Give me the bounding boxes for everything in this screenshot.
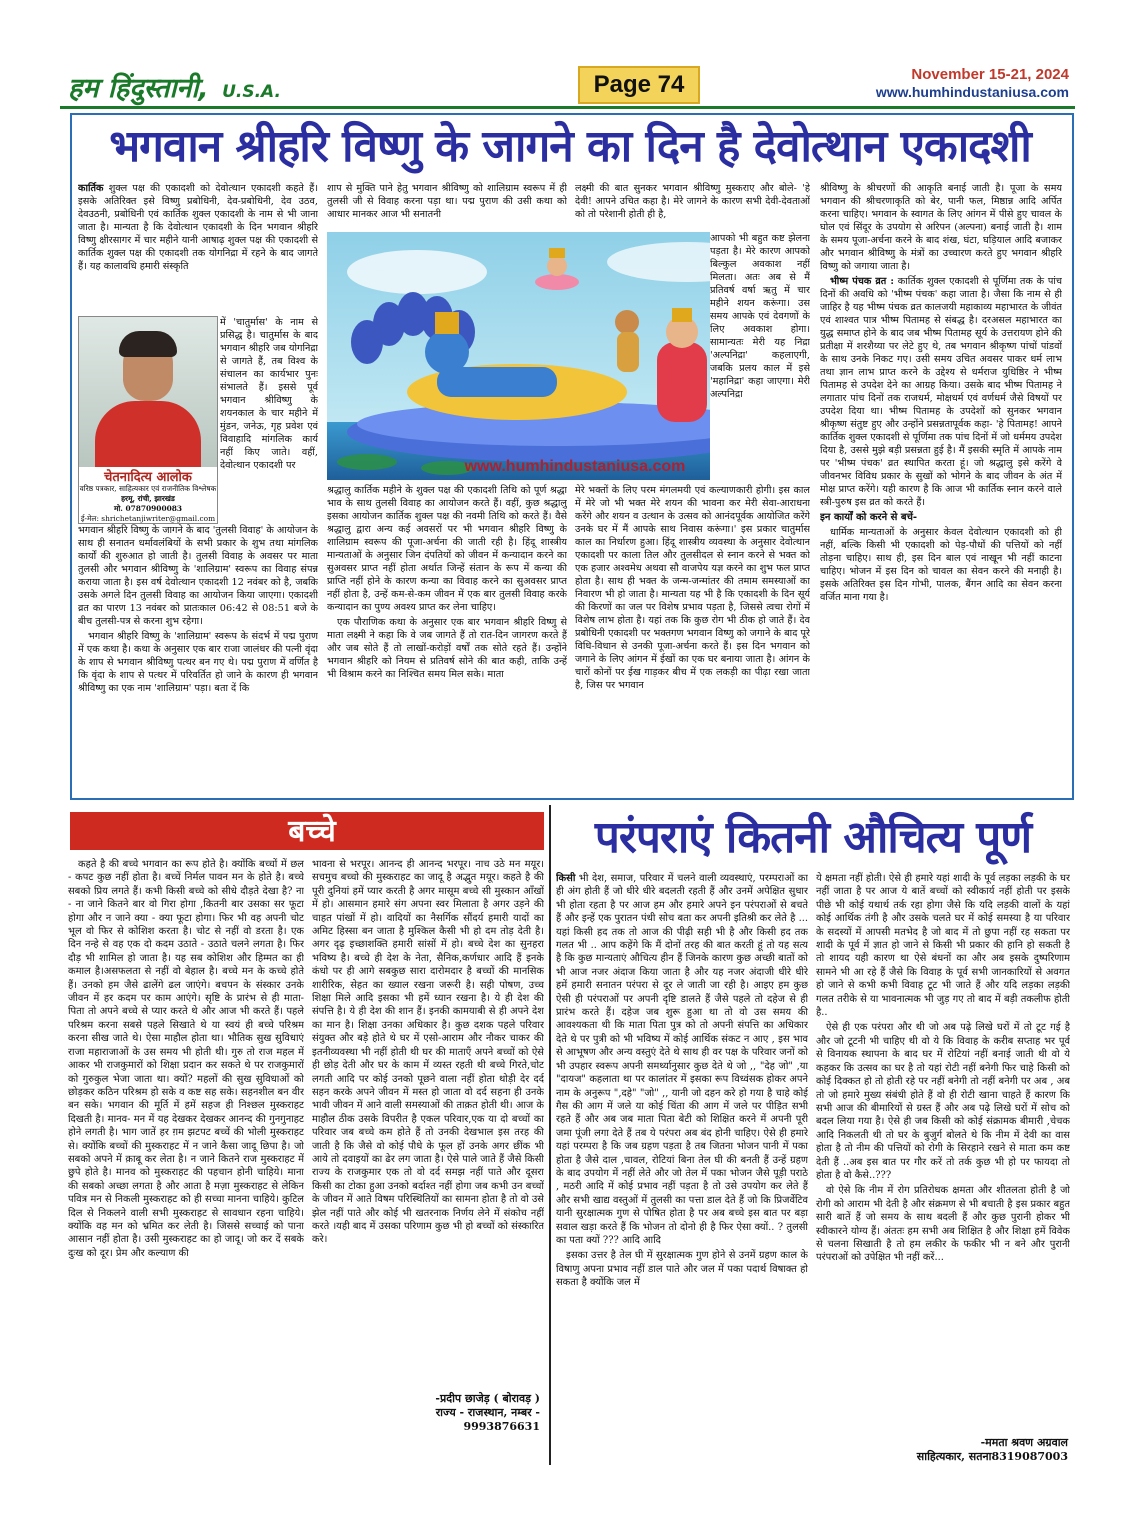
paragraph: भावना से भरपूर। आनन्द ही आनन्द भरपूर। नाच उठे मन मयूर। सचमुच बच्चो की मुस्कराहट का जादू है अद्भुत मयूर। कहते है की पूरी दुनियां हमें प्यार करती है अगर मासूम बच्चे सी मुस्कान आँखों में हो। आसमान हमारे संग अपना स्वर मिलाता है अगर उड़ने की चाहत पांखों में हो। वादियों का नैसर्गिक सौंदर्य हमारी यादों का अमिट हिस्सा बन जाता है मुश्किल कैसी भी हो दम तोड़ देती है। अगर दृढ़ इच्छाशक्ति हमारी सांसों में हो। बच्चे देश का सुनहरा भविष्य है। बच्चे ही देश के नेता, सैनिक,कर्णधार आदि हैं इनके कंधो पर ही आगे सबकुछ सारा दारोमदार है बच्चों की मानसिक शारीरिक, सेहत का ख्याल रखना जरूरी है। सही पोषण, उच्च शिक्षा मिले आदि इसका भी हमें ध्यान रखना है। ये ही देश की संपत्ति है। ये ही देश की शान हैं। इनकी कामयाबी से ही अपने देश का मान है। शिक्षा उनका अधिकार है। कुछ दशक पहले परिवार संयुक्त और बड़े होते थे घर में एसो-आराम और नौकर चाकर की इतनीव्यवस्था भी नहीं होती थी घर की माताएँ अपने बच्चों को ऐसे ही छोड़ देती और घर के काम में व्यस्त रहती थी बच्चे गिरते,चोट लगती आदि पर कोई उनको पूछने वाला नहीं होता थोड़ी देर दर्द सहन करके अपने जीवन में मस्त हो जाता वो दर्द सहना ही उनके भावी जीवन में आने वाली समस्याओं की ताक़त होती थी। आज के माहौल ठीक उसके विपरीत है एकल परिवार,एक या दो बच्चों का परिवार जब बच्चे कम होते हैं तो उनकी देखभाल इस तरह की जाती है कि जैसे वो कोई पौधे के फूल हों उनके अगर छींक भी आये तो दवाइयों का ढेर लग जाता है। ऐसे पाले जाते हैं जैसे किसी राज्य के राजकुमार एक तो वो दर्द समझ नहीं पाते और दूसरा किसी का टोका हुआ उनको बर्दाश्त नहीं होगा जब कभी उन बच्चों के जीवन में आते विषम परिस्थितियों का सामना होता है तो वो उसे झेल नहीं पाते और कोई भी खतरनाक निर्णय लेने में संकोच नहीं करते ।यही बाद में उसका परिणाम कुछ भी हो बच्चों को संस्कारित करे। [312, 859, 544, 1246]
paragraph: ऐसे ही एक परंपरा और थी जो अब पढ़े लिखे घरों में तो टूट गई है और जो टूटनी भी चाहिए थी वो ये कि विवाह के करीब सप्ताह भर पूर्व से विनायक स्थापना के बाद घर में रोटियां नहीं बनाई जाती थी वो ये कहकर कि उत्सव का घर है तो यहां रोटी नहीं बनेगी फिर चाहे किसी को कोई दिक्कत हो तो होती रहे पर नहीं बनेगी तो नहीं बनेगी पर अब , अब तो जो हमारे मुख्य संबंधी होते हैं वो ही रोटी खाना चाहते हैं कारण कि सभी आज की बीमारियों से ग्रस्त हैं और अब पढ़े लिखे घरों में सोच को बदल लिया गया है। ऐसे ही जब किसी को कोई संक्रामक बीमारी ,चेचक आदि निकलती थी तो घर के बुजुर्ग बोलते थे कि नीम में देवी का वास होता है तो नीम की पत्तियों को रोगी के सिरहाने रखने से माता कम कष्ट देती हैं ..अब इस बात पर गौर करें तो तर्क कुछ भी हो पर फायदा तो होता है वो कैसे..??? [816, 1022, 1070, 1181]
author-mobile: मो. 07870900083 [113, 504, 183, 513]
subheading-bhishma: भीष्म पंचक व्रत : [830, 276, 894, 287]
author-role: वरिष्ठ पत्रकार, साहित्यकार एवं राजनीतिक विश्लेषक [79, 484, 217, 493]
author-info [79, 484, 217, 524]
paragraph: कहते है की बच्चे भगवान का रूप होते है। क्योंकि बच्चों में छल - कपट कुछ नहीं होता है। बच्चें निर्मल पावन मन के होते है। बच्चे सबको प्रिय लगते हैं। कभी किसी बच्चे को सीधे दौड़ते देखा है? ना - ना जाने कितने बार वो गिरा होगा ,कितनी बार उसका सर फूटा होगा और न जाने क्या - क्या फूटा होगा। फिर भी वह अपनी चोट भूल वो फिर से कोशिश करता है। चोट से नहीं वो डरता है। एक दिन नन्हे से वह एक दो कदम उठाते - उठाते चलने लगता है। फिर दौड़ भी शामिल हो जाता है। यह सब कोशिश और हिम्मत का ही कमाल है।असफलता से नहीं वो बेहाल है। बच्चे मन के कच्चे होते हैं। उनको हम जैसे ढालेंगे ढल जाएंगे। बचपन के संस्कार उनके जीवन में हर कदम पर काम आएंगे। सृष्टि के प्रारंभ से ही माता- पिता तो अपने बच्चे से प्यार करते थे और आज भी करते हैं। पहले परिश्रम करना सबसे पहले सिखाते थे या स्वयं ही बच्चे परिश्रम करना सीख जाते थे। ऐसा माहौल होता था। भौतिक सुख सुविधाएं राजा महाराजाओं के उस समय भी होती थी। गुरु तो राज महल में आकर भी राजकुमारों को शिक्षा प्रदान कर सकते थे पर राजकुमारों को गुरुकुल भेजा जाता था। क्यों? महलों की सुख सुविधाओं को छोड़कर कठिन परिश्रम हो सके व कष्ट सह सके। सहनशील बन वीर बन सके। भगवान की मूर्ति में हमें सहज ही निश्छल मुस्कराहट दिखती है। मानव- मन में यह देखकर देखकर आनन्द की गुनगुनाहट होने लगती है। भाग जातें हर ग़म झटपट बच्चें की भोली मुस्कराहट से। क्योंकि बच्चों की मुस्कराहट में न जाने कैसा जादू छिपा है। जो सबको अपने में क़ाबू कर लेता है। न जाने कितने राज मुस्कराहट में छुपे होते है। मानव को मुस्कराहट की पहचान होनी चाहिये। माना की सबको अच्छा लगता है और आता है मज़ा मुस्कराहट से लेकिन पवित्र मन से निकली मुस्कराहट को ही सच्चा मानना चाहिये। कुटिल दिल से निकलने वाली सभी मुस्कराहट से सावधान रहना चाहिये। क्योंकि वह मन को भ्रमित कर लेती है। जिससे सच्चाई को पाना आसान नहीं होता है। उसी मुस्कराहट का हो जादू। जो कर दें सबके दुःख को दूर। प्रेम और कल्याण की [68, 859, 304, 1259]
paragraph: में 'चातुर्मास' के नाम से प्रसिद्ध है। चातुर्मास के बाद भगवान श्रीहरि जब योगनिद्रा से जागते हैं, तब विश्व के संचालन का कार्यभार पुनः संभालते हैं। इससे पूर्व भगवान श्रीविष्णु के शयनकाल के चार महीने में मुंडन, जनेऊ, गृह प्रवेश एवं विवाहादि मांगलिक कार्य नहीं किए जाते। वहीं, देवोत्थान एकादशी पर [220, 317, 318, 471]
paragraph: ये क्षमता नहीं होती। ऐसे ही हमारे यहां शादी के पूर्व लड़का लड़की के घर नहीं जाता है पर आज ये बातें बच्चों को स्वीकार्य नहीं होती पर इसके पीछे भी कोई यथार्थ तर्क रहा होगा जैसे कि यदि लड़की वालों के यहां कोई आर्थिक तंगी है और उसके चलते घर में कोई समस्या है या परिवार के सदस्यों में आपसी मतभेद है जो बाद में तो छुपा नहीं रह सकता पर शादी के पूर्व में ज्ञात हो जाने से किसी भी प्रकार की हानि हो सकती है तो शायद यही कारण था ऐसे बंधनों का और अब इसके दुष्परिणाम सामने भी आ रहे हैं जैसे कि विवाह के पूर्व सभी जानकारियों से अवगत हो जाने से कभी कभी विवाह टूट भी जाते हैं और यदि लड़का लड़की गलत तरीके से या भावनात्मक भी जुड़ गए तो बाद में बड़ी तकलीफ होती है.. [816, 873, 1070, 1019]
website-link[interactable]: www.humhindustaniusa.com [875, 84, 1069, 100]
column-divider [549, 805, 551, 1465]
image-watermark: www.humhindustaniusa.com [464, 458, 686, 475]
paragraph: श्रद्धालु कार्तिक महीने के शुक्ल पक्ष की एकादशी तिथि को पूर्ण श्रद्धा भाव के साथ तुलसी विवाह का आयोजन करते हैं। वहीं, कुछ श्रद्धालु इसका आयोजन कार्तिक शुक्ल पक्ष की नवमी तिथि को करते हैं। वैसे श्रद्धालु द्वारा अन्य कई अवसरों पर भी भगवान श्रीहरि विष्णु के शालिग्राम स्वरूप की पूजा-अर्चना की जाती रही है। हिंदू शास्त्रीय मान्यताओं के अनुसार जिन दंपतियों को जीवन में कन्यादान करने का सुअवसर प्राप्त नहीं होता अर्थात जिन्हें संतान के रूप में कन्या की प्राप्ति नहीं होने के कारण कन्या का विवाह करने का सुअवसर प्राप्त नहीं होता है, उन्हें कम-से-कम जीवन में एक बार तुलसी विवाह करके कन्यादान का पुण्य अवश्य प्राप्त कर लेना चाहिए। [327, 485, 567, 613]
author-name: -ममता श्रवण अग्रवाल [980, 1436, 1068, 1449]
article3-col2 [816, 872, 1070, 1432]
paragraph: लक्ष्मी की बात सुनकर भगवान श्रीविष्णु मुस्कराए और बोले- 'हे देवी! आपने उचित कहा है। मेरे जागने के कारण सभी देवी-देवताओं को तो परेशानी होती ही है, [575, 183, 810, 220]
paragraph: धार्मिक मान्यताओं के अनुसार केवल देवोत्थान एकादशी को ही नहीं, बल्कि किसी भी एकादशी को पेड़-पौधों की पत्तियों को नहीं तोड़ना चाहिए। साथ ही, इस दिन बाल एवं नाखून भी नहीं काटना चाहिए। भोजन में इस दिन को चावल का सेवन करने की मनाही है। इसके अतिरिक्त इस दिन गोभी, पालक, बैंगन आदि का सेवन करना वर्जित माना गया है। [820, 527, 1062, 603]
article2-col1 [68, 858, 304, 1468]
author-location: हरमू, रांची, झारखंड [121, 494, 175, 503]
paragraph: आपको भी बहुत कष्ट झेलना पड़ता है। मेरे कारण आपको बिल्कुल अवकाश नहीं मिलता। अतः अब से मैं प्रतिवर्ष वर्षा ऋतु में चार महीने शयन करूंगा। उस समय आपके एवं देवगणों के लिए अवकाश होगा। सामान्यतः मेरी यह निद्रा 'अल्पनिद्रा' कहलाएगी, जबकि प्रलय काल में इसे 'महानिद्रा' कहा जाएगा। मेरी अल्पनिद्रा [710, 233, 810, 400]
publication-suffix: U.S.A. [222, 82, 281, 102]
article3-col1 [556, 872, 808, 1468]
issue-date: November 15-21, 2024 [911, 66, 1069, 83]
author-location: राज्य - राजस्थान, नम्बर - [435, 1406, 540, 1419]
article1-col3-top [575, 182, 810, 230]
article2-signature [330, 1392, 540, 1434]
article2-col2 [312, 858, 544, 1386]
paragraph: वो ऐसे कि नीम में रोग प्रतिरोधक क्षमता और शीतलता होती है जो रोगी को आराम भी देती है और संक्रमण से भी बचाती है इस प्रकार बहुत सारी बातें हैं जो समय के साथ बदली हैं और कुछ पुरानी होकर भी स्वीकारने योग्य हैं। अंततः हम सभी अब शिक्षित है और शिक्षा हमें विवेक से चलना सिखाती है तो हम लकीर के फकीर भी न बने और पुरानी परंपराओं को उपेक्षित भी नहीं करें... [816, 1185, 1070, 1264]
author-name: चेतनादित्य आलोक [104, 470, 192, 485]
paragraph: इसका उत्तर है तेल घी में सुरक्षात्मक गुण होने से उनमें ग्रहण काल के विषाणु अपना प्रभाव नहीं डाल पाते और जल में पका पदार्थ विषाक्त हो सकता है क्योंकि जल में [556, 1250, 808, 1289]
author-email[interactable]: ई-मेल: shrichetanjiwriter@gmail.com [80, 514, 216, 523]
paragraph: शाप से मुक्ति पाने हेतु भगवान श्रीविष्णु को शालिग्राम स्वरूप में ही तुलसी जी से विवाह करना पड़ा था। पद्म पुराण की उसी कथा को आधार मानकर आज भी सनातनी [327, 183, 567, 220]
paragraph: कार्तिक शुक्ल एकादशी से पूर्णिमा तक के पांच दिनों की अवधि को 'भीष्म पंचक' कहा जाता है। जैसा कि नाम से ही जाहिर है यह भीष्म पंचक व्रत कालजयी महाकाव्य महाभारत के जीवंत एवं शाश्वत पात्र भीष्म पितामह से संबद्ध है। दरअसल महाभारत का युद्ध समाप्त होने के बाद जब भीष्म पितामह सूर्य के उत्तरायण होने की प्रतीक्षा में शरशैय्या पर लेटे हुए थे, तब भगवान श्रीकृष्ण पांचों पांडवों के साथ उनके निकट गए। उसी समय उचित अवसर पाकर धर्म लाभ तथा ज्ञान लाभ प्राप्त करने के उद्देश्य से धर्मराज युधिष्ठिर ने भीष्म पितामह से उपदेश देने का आग्रह किया। उसके बाद भीष्म पितामह ने लगातार पांच दिनों तक राजधर्म, मोक्षधर्म एवं वर्णधर्म जैसे विषयों पर उपदेश दिया था। भीष्म पितामह के उपदेशों को सुनकर भगवान श्रीकृष्ण संतुष्ट हुए और उन्होंने प्रसन्नतापूर्वक कहा- 'हे पितामह! आपने कार्तिक शुक्ल एकादशी से पूर्णिमा तक पांच दिनों में जो धर्ममय उपदेश दिया है, उससे मुझे बड़ी प्रसन्नता हुई है। मैं इसकी स्मृति में आपके नाम पर 'भीष्म पंचक' व्रत स्थापित करता हूं। जो श्रद्धालु इसे करेंगे वे जीवनभर विविध प्रकार के सुखों को भोगने के बाद जीवन के अंत में मोक्ष प्राप्त करेंगे। यही कारण है कि आज भी कार्तिक स्नान करने वाले स्त्री-पुरुष इस व्रत को करते हैं। [820, 276, 1062, 508]
article1-col2-bottom [327, 484, 567, 792]
paragraph: एक पौराणिक कथा के अनुसार एक बार भगवान श्रीहरि विष्णु से माता लक्ष्मी ने कहा कि वे जब जागते हैं तो रात-दिन जागरण करते हैं और जब सोते हैं तो लाखों-करोड़ों वर्षों तक सोते रहते हैं। उन्होंने भगवान श्रीहरि को नियम से प्रतिवर्ष सोने की बात कही, ताकि उन्हें भी विश्राम करने का निश्चित समय मिल सके। माता [327, 617, 567, 680]
publication-title [68, 68, 281, 105]
article1-col1-top [78, 182, 318, 316]
author-designation: साहित्यकार, सतना8319087003 [916, 1450, 1068, 1463]
paragraph: भगवान श्रीहरि विष्णु के जागने के बाद 'तुलसी विवाह' के आयोजन के साथ ही सनातन धर्मावलंबियों के सभी प्रकार के शुभ तथा मांगलिक कार्यों की शुरुआत हो जाती है। तुलसी विवाह के अवसर पर माता तुलसी और भगवान श्रीविष्णु के 'शालिग्राम' स्वरूप का विवाह संपन्न कराया जाता है। इस वर्ष देवोत्थान एकादशी 12 नवंबर को है, जबकि उसके अगले दिन तुलसी विवाह का आयोजन किया जाएगा। एकादशी व्रत का पारण 13 नवंबर को प्रातःकाल 06:42 से 08:51 बजे के बीच तुलसी-पत्र से करना शुभ रहेगा। [78, 525, 318, 627]
article1-col1-bottom [78, 524, 318, 792]
paragraph: भी देश, समाज, परिवार में चलने वाली व्यवस्थाएं, परम्पराओं का ही अंग होती हैं जो धीरे धीरे बदलती रहती हैं और उनमें अपेक्षित सुधार भी होता रहता है पर आज हम और हमारे अपने इन परंपराओं से बचते हैं और इन्हें एक पुरातन पंथी सोच बता कर अपनी इतिश्री कर लेते है ... यहां किसी हद तक तो आज की पीढ़ी सही भी है और किसी हद तक गलत भी .. आप कहेंगे कि मैं दोनों तरह की बात करती हूं तो यह सत्य है कि कुछ मान्यताएं औचित्य हीन हैं जिनके कारण कुछ अच्छी बातों को भी आज नजर अंदाज किया जाता है और यह नजर अंदाजी धीरे धीरे हमें हमारी सनातन परंपरा से दूर ले जाती जा रही है। आइए हम कुछ ऐसी ही परंपराओं पर अपनी दृष्टि डालते हैं जैसे पहले तो दहेज से ही प्रारंभ करते हैं। दहेज जब शुरू हुआ था तो वो उस समय की आवश्यकता थी कि माता पिता पुत्र को तो अपनी संपत्ति का अधिकार देते थे पर पुत्री को भी भविष्य में कोई आर्थिक संकट न आए , इस भाव से आभूषण और अन्य वस्तुएं देते थे साथ ही वर पक्ष के परिवार जनों को भी उपहार स्वरूप अपनी समर्थ्यानुसार कुछ देते थे जो ,, "देह जो" ,या "दायज" कहलाता था पर कालांतर में इसका रूप विध्वंसक होकर अपने नाम के अनुरूप ",दहे" "जो" ,, यानी जो दहन करे हो गया है चाहे कोई गैस की आग में जले या कोई चिंता की आग में जले पर पीड़ित सभी रहते हैं और अब जब माता पिता बेटी को शिक्षित करने में अपनी पूरी जमा पूंजी लगा देते हैं तब ये परंपरा अब बंद होनी चाहिए। ऐसे ही हमारे यहां परम्परा है कि जब ग्रहण पड़ता है तब जितना भोजन पानी में पका होता है जैसे दाल ,चावल, रोटियां बिना तेल घी की बनती हैं उन्हें ग्रहण के बाद उपयोग में नहीं लेते और जो तेल में पका भोजन जैसे पूड़ी पराठे , मठरी आदि में कोई प्रभाव नहीं पड़ता है तो उसे उपयोग कर लेते हैं और सभी खाद्य वस्तुओं में तुलसी का पत्ता डाल देते हैं जो कि प्रिजर्वेटिव यानी सुरक्षात्मक गुण से पोषित होता है पर अब बच्चे इस बात पर बड़ा सवाल खड़ा करते हैं कि भोजन तो दोनो ही है फिर ऐसा क्यों.. ? तुलसी का पता क्यों ??? आदि आदि [556, 873, 808, 1246]
article1-col1-side [220, 316, 318, 524]
lead-word: किसी [556, 873, 576, 884]
author-phone: 9993876631 [463, 1420, 540, 1433]
author-card [78, 316, 218, 524]
lead-word: कार्तिक [78, 183, 104, 194]
subheading-avoid: इन कार्यों को करने से बचें- [820, 512, 918, 523]
article3-signature [840, 1436, 1068, 1464]
masthead-rule [60, 106, 1075, 109]
paragraph: मेरे भक्तों के लिए परम मंगलमयी एवं कल्याणकारी होगी। इस काल में मेरे जो भी भक्त मेरे शयन की भावना कर मेरी सेवा-आराधना करेंगे और शयन व उत्थान के उत्सव को आनंदपूर्वक आयोजित करेंगे उनके घर में मैं आपके साथ निवास करूंगा।' इस प्रकार चातुर्मास काल का निर्धारण हुआ। हिंदू शास्त्रीय व्यवस्था के अनुसार देवोत्थान एकादशी पर काला तिल और तुलसीदल से स्नान करने से भक्त को एक हजार अश्वमेध अथवा सौ वाजपेय यज्ञ करने का शुभ फल प्राप्त होता है। साथ ही भक्त के जन्म-जन्मांतर की तमाम समस्याओं का निवारण भी हो जाता है। मान्यता यह भी है कि एकादशी के दिन सूर्य की किरणों का जल पर विशेष प्रभाव पड़ता है, जिससे त्वचा रोगों में विशेष लाभ होता है। यहां तक कि कुछ रोग भी ठीक हो जाते हैं। देव प्रबोधिनी एकादशी पर भक्तगण भगवान विष्णु को जगाने के बाद पूरे विधि-विधान से उनकी पूजा-अर्चना करते हैं। इस दिन भगवान को जगाने के लिए आंगन में ईखों का एक घर बनाया जाता है। आंगन के चारों कोनों पर ईख गाड़कर बीच में एक लकड़ी का पीढ़ा रखा जाता है, जिस पर भगवान [575, 485, 810, 691]
paragraph: श्रीविष्णु के श्रीचरणों की आकृति बनाई जाती है। पूजा के समय भगवान की श्रीचरणाकृति को बेर, पानी फल, मिष्ठान्न आदि अर्पित करना चाहिए। भगवान के स्वागत के लिए आंगन में पीसे हुए चावल के घोल एवं सिंदूर के उपयोग से अरिपन (अल्पना) बनाई जाती है। शाम के समय पूजा-अर्चना करने के बाद शंख, घंटा, घड़ियाल आदि बजाकर और भगवान श्रीविष्णु के मंत्रों का उच्चारण करते हुए भगवान श्रीहरि विष्णु को जगाया जाता है। [820, 183, 1062, 272]
page-number: Page 74 [578, 66, 700, 104]
article-headline: भगवान श्रीहरि विष्णु के जागने का दिन है देवोत्थान एकादशी [109, 121, 1031, 172]
author-photo [79, 317, 217, 467]
article1-col3-bottom [575, 484, 810, 792]
article1-col2-top [327, 182, 567, 230]
paragraph: भगवान श्रीहरि विष्णु के 'शालिग्राम' स्वरूप के संदर्भ में पद्म पुराण में एक कथा है। कथा के अनुसार एक बार राजा जालंधर की पत्नी वृंदा के शाप से भगवान श्रीविष्णु पत्थर बन गए थे। पद्म पुराण में वर्णित है कि वृंदा के शाप से पत्थर में परिवर्तित हो जाने के कारण ही भगवान श्रीविष्णु का एक नाम 'शालिग्राम' पड़ा। बता दें कि [78, 631, 318, 694]
author-name: -प्रदीप छाजेड़ ( बोरावड़ ) [435, 1392, 540, 1405]
article1-col3-side [710, 232, 810, 480]
article1-col4 [820, 182, 1062, 792]
article3-title: परंपराएं कितनी औचित्य पूर्ण [594, 812, 1032, 863]
masthead [60, 62, 1075, 106]
paragraph: शुक्ल पक्ष की एकादशी को देवोत्थान एकादशी कहते हैं। इसके अतिरिक्त इसे विष्णु प्रबोधिनी, देव-प्रबोधिनी, देव उठव, देवउठनी, प्रबोधिनी एवं कार्तिक शुक्ल एकादशी के नाम से भी जाना जाता है। मान्यता है कि देवोत्थान एकादशी के दिन भगवान श्रीहरि विष्णु क्षीरसागर में चार महीने यानी आषाढ़ शुक्ल पक्ष की एकादशी से कार्तिक शुक्ल पक्ष की एकादशी तक योगनिद्रा में रहने के बाद जागते हैं। यह कालावधि हमारी संस्कृति [78, 183, 318, 272]
publication-name: हम हिंदुस्तानी, [68, 73, 209, 104]
article2-title: बच्चे [288, 814, 336, 849]
